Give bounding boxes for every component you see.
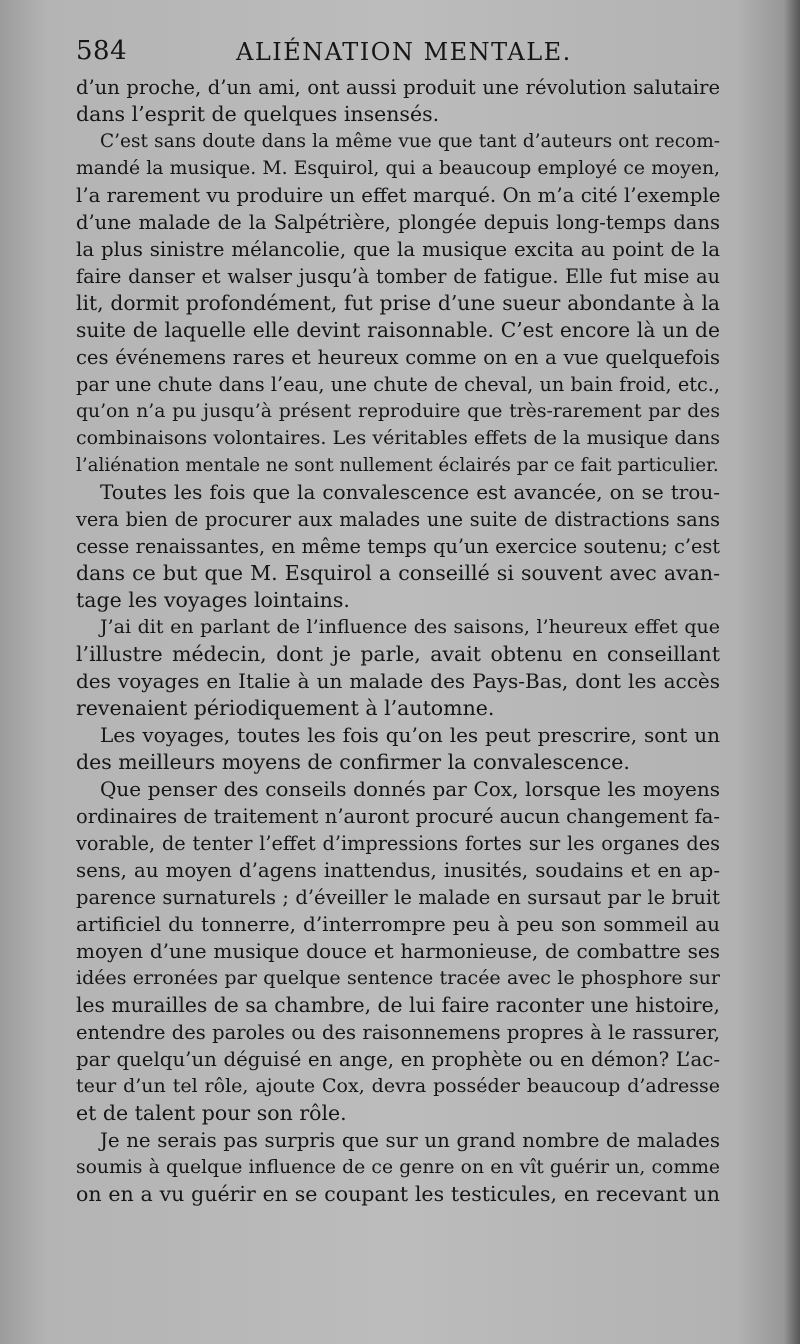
text-line: par une chute dans l’eau, une chute de cheval, un bain froid, etc.,	[76, 373, 720, 396]
running-title: ALIÉNATION MENTALE.	[236, 38, 572, 66]
text-line: les murailles de sa chambre, de lui faire raconter une histoire,	[76, 993, 720, 1017]
text-line: moyen d’une musique douce et harmonieuse, de combattre ses	[76, 939, 720, 963]
text-line: J’ai dit en parlant de l’influence des saisons, l’heureux effet que	[100, 616, 720, 638]
text-line: lit, dormit profondément, fut prise d’une sueur abondante à la	[76, 291, 720, 315]
text-line: qu’on n’a pu jusqu’à présent reproduire que très-rarement par des	[76, 401, 720, 422]
text-line: parence surnaturels ; d’éveiller le malade en sursaut par le bruit	[76, 886, 720, 909]
text-line: mandé la musique. M. Esquirol, qui a beaucoup employé ce moyen,	[76, 158, 720, 179]
page-number: 584	[76, 36, 128, 66]
text-line: ordinaires de traitement n’auront procuré aucun changement fa-	[76, 805, 720, 828]
text-line: des voyages en Italie à un malade des Pays-Bas, dont les accès	[76, 669, 720, 693]
text-line: suite de laquelle elle devint raisonnable. C’est encore là un de	[76, 318, 720, 342]
text-line: vorable, de tenter l’effet d’impressions fortes sur les organes des	[76, 832, 720, 855]
body-text	[76, 74, 720, 1208]
text-line: revenaient périodiquement à l’automne.	[76, 696, 495, 720]
text-line: faire danser et walser jusqu’à tomber de fatigue. Elle fut mise au	[76, 265, 720, 288]
text-line: Les voyages, toutes les fois qu’on les peut prescrire, sont un	[100, 723, 720, 747]
text-line: l’illustre médecin, dont je parle, avait obtenu en conseillant	[76, 642, 720, 666]
text-line: tage les voyages lointains.	[76, 588, 350, 612]
text-line: teur d’un tel rôle, ajoute Cox, devra posséder beaucoup d’adresse	[76, 1075, 720, 1097]
text-line: la plus sinistre mélancolie, que la musique excita au point de la	[76, 238, 720, 261]
text-line: entendre des paroles ou des raisonnemens propres à le rassurer,	[76, 1021, 720, 1044]
text-line: Je ne serais pas surpris que sur un grand nombre de malades	[100, 1129, 720, 1152]
text-line: artificiel du tonnerre, d’interrompre peu à peu son sommeil au	[76, 912, 720, 936]
text-line: par quelqu’un déguisé en ange, en prophète ou en démon? L’ac-	[76, 1048, 720, 1071]
text-line: C’est sans doute dans la même vue que tant d’auteurs ont recom-	[100, 131, 720, 152]
text-line: d’une malade de la Salpétrière, plongée depuis long-temps dans	[76, 211, 720, 234]
text-line: et de talent pour son rôle.	[76, 1101, 347, 1125]
text-line: des meilleurs moyens de confirmer la convalescence.	[76, 750, 630, 774]
text-line: sens, au moyen d’agens inattendus, inusités, soudains et en ap-	[76, 859, 720, 882]
text-line: Que penser des conseils donnés par Cox, lorsque les moyens	[100, 777, 720, 801]
text-line: soumis à quelque influence de ce genre on en vît guérir un, comme	[76, 1157, 720, 1178]
text-line: dans ce but que M. Esquirol a conseillé si souvent avec avan-	[76, 561, 720, 585]
page-edge-shadow	[784, 0, 800, 1344]
text-line: combinaisons volontaires. Les véritables effets de la musique dans	[76, 427, 720, 449]
text-line: idées erronées par quelque sentence tracée avec le phosphore sur	[76, 967, 720, 989]
text-line: l’aliénation mentale ne sont nullement éclairés par ce fait particulier.	[76, 455, 719, 476]
text-line: Toutes les fois que la convalescence est avancée, on se trou-	[100, 480, 720, 504]
text-line: d’un proche, d’un ami, ont aussi produit une révolution salutaire	[76, 76, 720, 99]
text-line: vera bien de procurer aux malades une suite de distractions sans	[76, 508, 720, 531]
page-header	[76, 36, 726, 76]
text-line: cesse renaissantes, en même temps qu’un exercice soutenu; c’est	[76, 535, 720, 558]
text-line: on en a vu guérir en se coupant les testicules, en recevant un	[76, 1182, 720, 1206]
text-line: dans l’esprit de quelques insensés.	[76, 102, 440, 126]
text-line: l’a rarement vu produire un effet marqué. On m’a cité l’exemple	[76, 184, 721, 207]
text-line: ces événemens rares et heureux comme on en a vue quelquefois	[76, 346, 720, 369]
